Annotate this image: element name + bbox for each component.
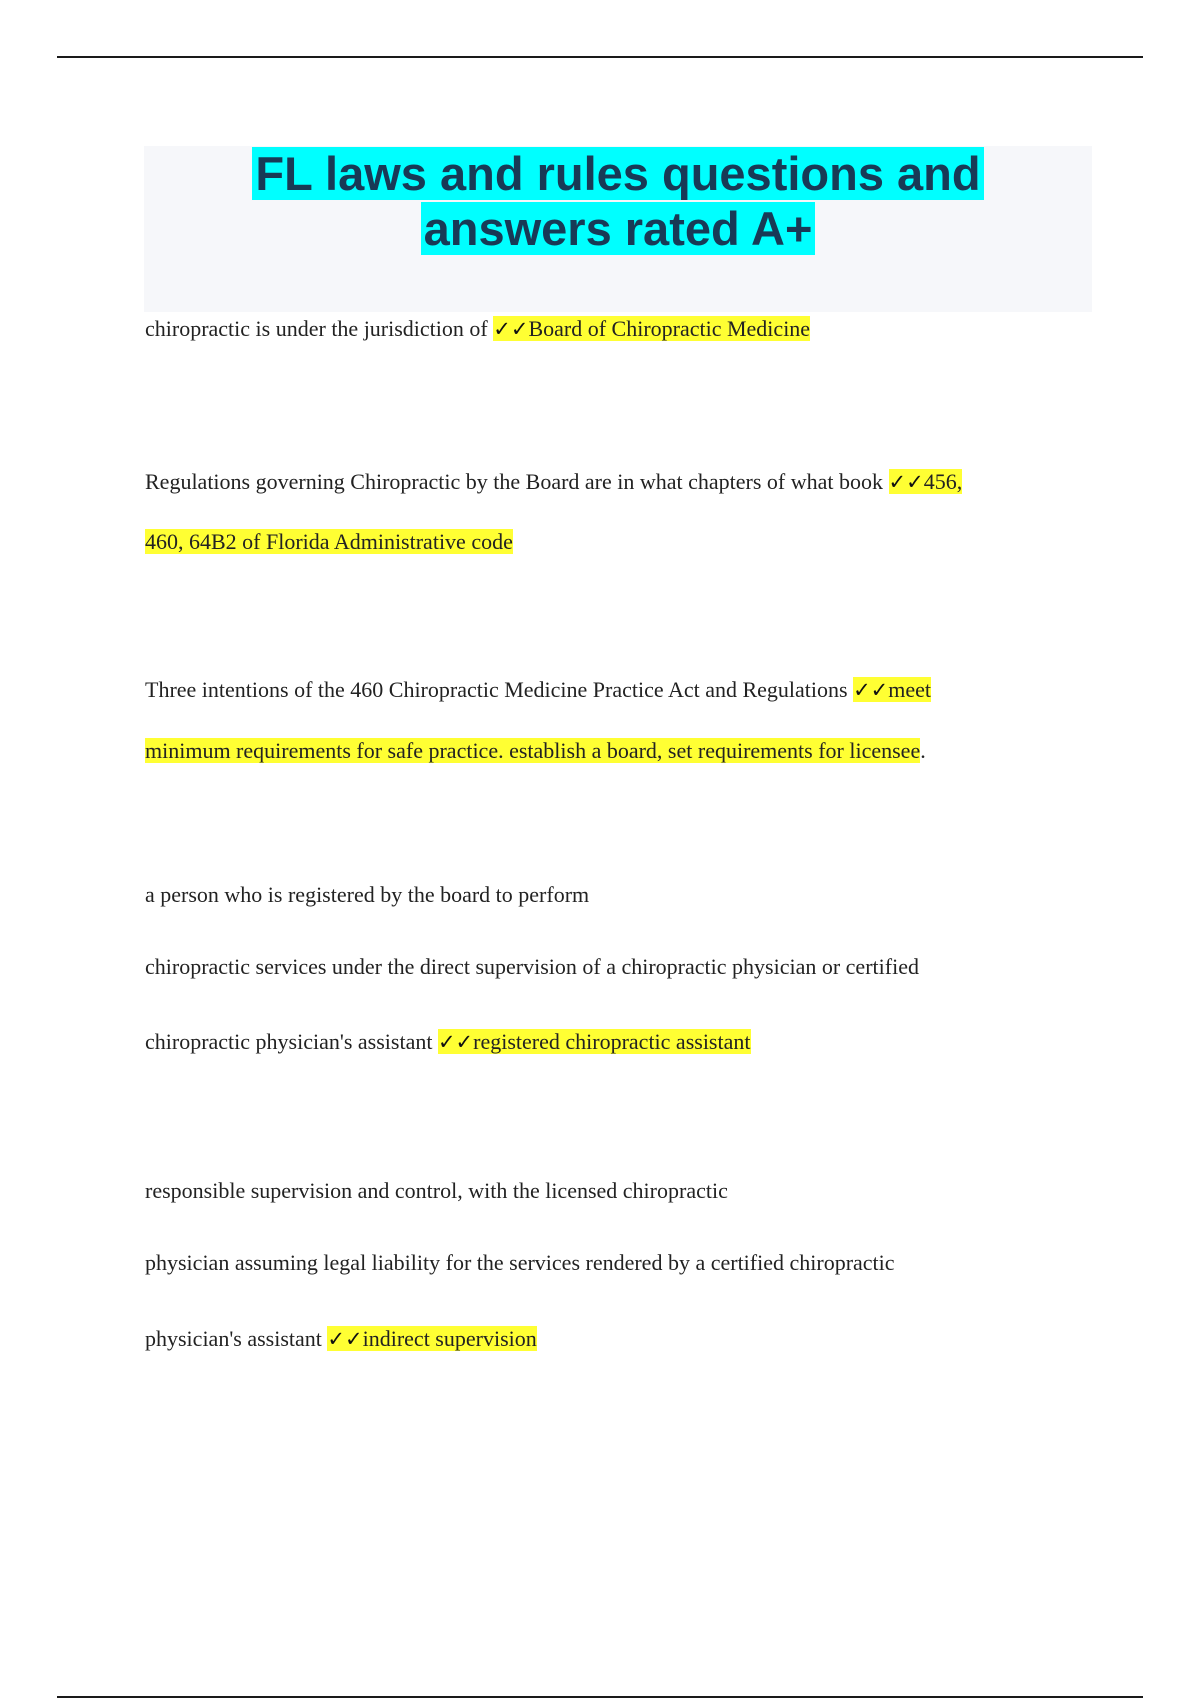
qa-4-question-3: chiropractic physician's assistant	[145, 1029, 438, 1054]
qa-3-line-2	[145, 737, 926, 765]
title-line-2: answers rated A+	[421, 202, 816, 255]
qa-2-line-2	[145, 528, 513, 556]
qa-2-answer-start: ✓✓456,	[888, 469, 963, 494]
qa-5-line-2	[145, 1249, 895, 1277]
check-mark-icon: ✓✓	[493, 317, 529, 341]
qa-3-question: Three intentions of the 460 Chiropractic Medicine Practice Act and Regulations	[145, 677, 854, 702]
qa-3-line-1	[145, 676, 931, 704]
qa-3-answer-start: ✓✓meet	[853, 677, 932, 702]
document-title	[144, 146, 1092, 256]
check-mark-icon: ✓✓	[327, 1327, 363, 1351]
qa-2-question: Regulations governing Chiropractic by the Board are in what chapters of what book	[145, 469, 889, 494]
qa-1-question: chiropractic is under the jurisdiction of	[145, 316, 494, 341]
bottom-rule	[57, 1696, 1143, 1698]
qa-4-line-3	[145, 1028, 751, 1056]
qa-2-line-1	[145, 468, 962, 496]
qa-5-question-2: physician assuming legal liability for the services rendered by a certified chiropractic	[145, 1250, 895, 1275]
title-block	[144, 146, 1092, 312]
check-mark-icon: ✓✓	[888, 470, 924, 494]
qa-5-question-3: physician's assistant	[145, 1326, 328, 1351]
qa-4-question-2: chiropractic services under the direct supervision of a chiropractic physician or certified	[145, 954, 919, 979]
title-line-1: FL laws and rules questions and	[252, 147, 983, 200]
qa-3-answer-cont: minimum requirements for safe practice. establish a board, set requirements for licensee	[145, 738, 921, 763]
check-mark-icon: ✓✓	[853, 678, 889, 702]
qa-5-line-3	[145, 1325, 537, 1353]
qa-4-line-1	[145, 881, 589, 909]
qa-5-answer: ✓✓indirect supervision	[327, 1326, 537, 1351]
check-mark-icon: ✓✓	[437, 1030, 474, 1054]
qa-1-answer: ✓✓Board of Chiropractic Medicine	[493, 316, 811, 341]
qa-3-tail: .	[920, 738, 926, 763]
qa-5-line-1	[145, 1177, 728, 1205]
qa-4-question-1: a person who is registered by the board to perform	[145, 882, 590, 907]
qa-5-question-1: responsible supervision and control, with the licensed chiropractic	[145, 1178, 728, 1203]
top-rule	[57, 56, 1143, 58]
qa-4-answer: ✓✓registered chiropractic assistant	[437, 1029, 751, 1054]
qa-4-line-2	[145, 953, 919, 981]
qa-2-answer-cont: 460, 64B2 of Florida Administrative code	[145, 529, 513, 554]
qa-1-line-1	[145, 315, 810, 343]
